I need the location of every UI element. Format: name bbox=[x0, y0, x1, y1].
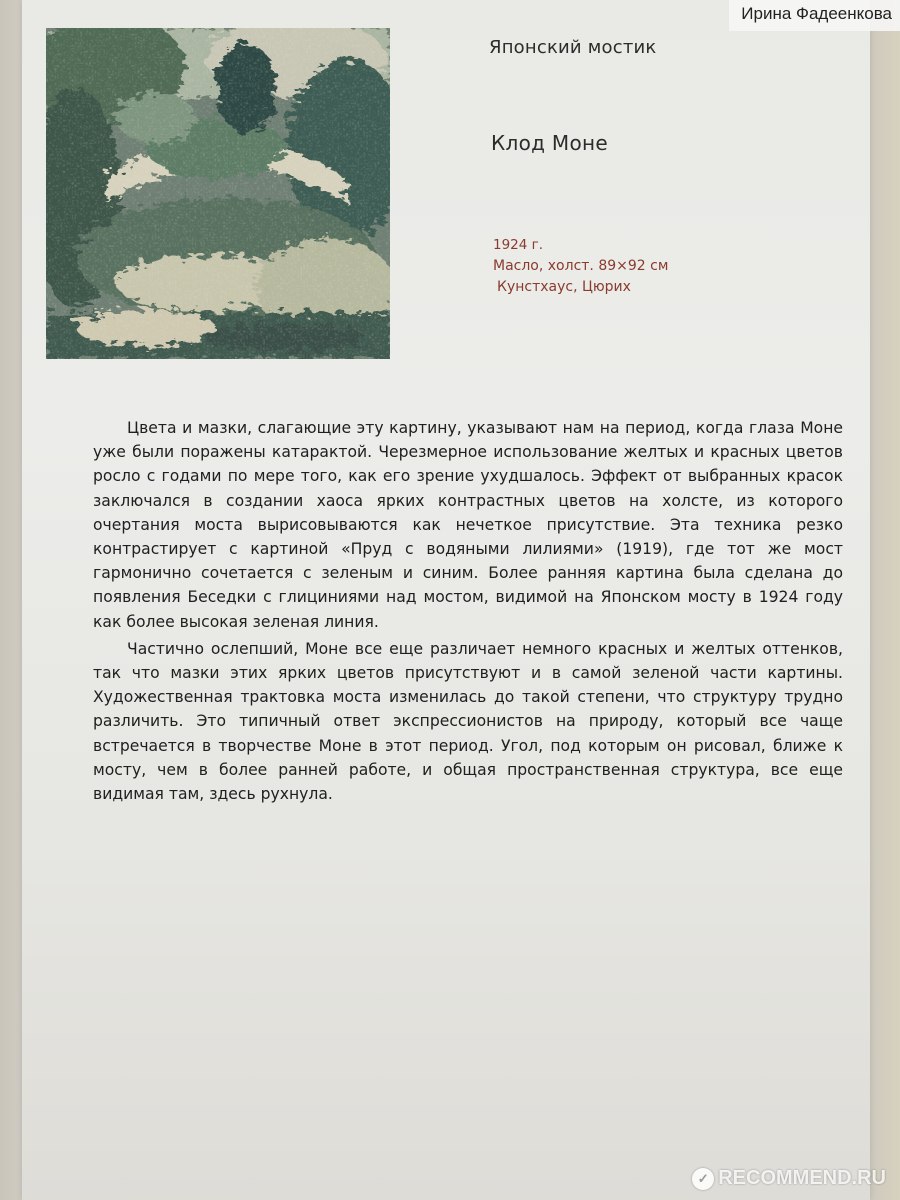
artwork-description bbox=[93, 416, 843, 806]
watermark bbox=[692, 1167, 886, 1190]
watermark-text: RECOMMEND.RU bbox=[718, 1167, 886, 1189]
description-paragraph: Цвета и мазки, слагающие эту картину, указывают нам на период, когда глаза Моне уже были поражены катарактой. Черезмерное использование желтых и красных цветов росло с годами по мере того, как его зрение ухудшалось. Эффект от выбранных красок заключался в создании хаоса ярких контрастных цветов на холсте, из которого очертания моста вырисовываются как нечеткое присутствие. Эта техника резко контрастирует с картиной «Пруд с водяными лилиями» (1919), где тот же мост гармонично сочетается с зеленым и синим. Более ранняя картина была сделана до появления Беседки с глициниями над мостом, видимой на Японском мосту в 1924 году как более высокая зеленая линия. bbox=[93, 419, 843, 631]
description-paragraph: Частично ослепший, Моне все еще различает немного красных и желтых оттенков, так что мазки этих ярких цветов присутствуют и в самой зеленой части картины. Художественная трактовка моста изменилась до такой степени, что структуру трудно различить. Это типичный ответ экспрессионистов на природу, который все чаще встречается в творчестве Моне в этот период. Угол, под которым он рисовал, ближе к мосту, чем в более ранней работе, и общая пространственная структура, все еще видимая там, здесь рухнула. bbox=[93, 639, 843, 804]
wall-edge bbox=[868, 0, 900, 1200]
artwork-location: Кунстхаус, Цюрих bbox=[497, 279, 631, 295]
author-name-overlay: Ирина Фадеенкова bbox=[729, 0, 900, 31]
recommend-logo-icon: ✓ bbox=[692, 1168, 714, 1190]
painting-image bbox=[46, 28, 390, 359]
artwork-details bbox=[493, 235, 668, 298]
artwork-medium: Масло, холст. 89×92 см bbox=[493, 258, 669, 274]
artwork-year: 1924 г. bbox=[493, 237, 544, 253]
artwork-title: Японский мостик bbox=[489, 37, 657, 58]
artist-name: Клод Моне bbox=[491, 131, 608, 155]
